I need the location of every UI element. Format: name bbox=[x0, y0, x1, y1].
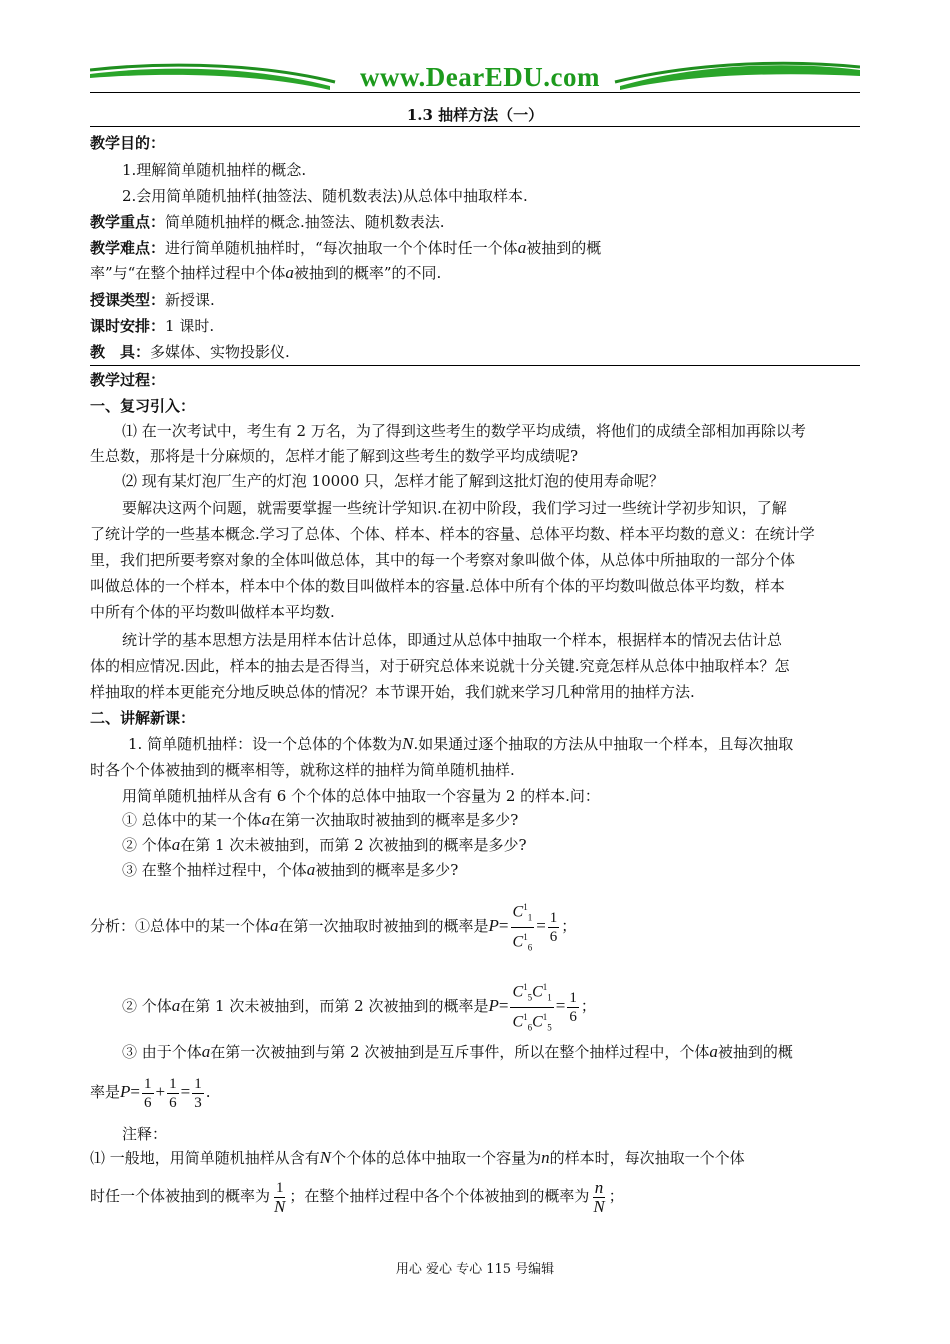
key-points-label: 教学重点： bbox=[90, 213, 166, 231]
paragraph-line: 叫做总体的一个样本，样本中个体的数目叫做样本的容量.总体中所有个体的平均数叫做总体平均数，样本 bbox=[90, 577, 785, 595]
paragraph-line: 了统计学的一些基本概念.学习了总体、个体、样本、样本的容量、总体平均数、样本平均数的意义：在统计学 bbox=[90, 525, 815, 543]
note-1: ⑴ 一般地，用简单随机抽样从含有N个个体的总体中抽取一个容量为n的样本时，每次抽取一个个体 bbox=[90, 1148, 745, 1167]
fraction: $\frac{1}{6}$ bbox=[144, 1075, 152, 1111]
notes-label: 注释： bbox=[122, 1125, 168, 1143]
section-rule bbox=[90, 365, 860, 366]
question-1: ⑴ 在一次考试中，考生有 2 万名，为了得到这些考生的数学平均成绩，将他们的成绩全部相加再除以考 bbox=[122, 422, 806, 440]
question-1-cont: 生总数，那将是十分麻烦的，怎样才能了解到这些考生的数学平均成绩呢? bbox=[90, 447, 579, 465]
paragraph-line: 要解决这两个问题，就需要掌握一些统计学知识.在初中阶段，我们学习过一些统计学初步知识，了解 bbox=[122, 499, 787, 517]
sub-question: ② 个体a在第 1 次未被抽到，而第 2 次被抽到的概率是多少? bbox=[122, 835, 527, 854]
definition: 1. 简单随机抽样：设一个总体的个体数为N.如果通过逐个抽取的方法从中抽取一个样本，且每次抽取 bbox=[128, 734, 794, 753]
difficulties-label: 教学难点： bbox=[90, 239, 166, 257]
objective-item: 1.理解简单随机抽样的概念. bbox=[122, 161, 307, 179]
section2-heading: 二、讲解新课： bbox=[90, 709, 196, 727]
paragraph-line: 里，我们把所要考察对象的全体叫做总体，其中的每一个考察对象叫做个体，从总体中所抽取的一部分个体 bbox=[90, 551, 796, 569]
title-rule bbox=[90, 126, 860, 127]
note-1-cont: 时任一个体被抽到的概率为 $\frac{1}{N}$ ；在整个抽样过程中各个个体被抽到的概率为 $\frac{n}{N}$ ； bbox=[90, 1177, 624, 1216]
schedule: 课时安排：1 课时. bbox=[90, 317, 215, 335]
fraction: $\frac{1}{3}$ bbox=[194, 1075, 202, 1111]
key-points-text: 简单随机抽样的概念.抽签法、随机数表法. bbox=[165, 213, 445, 231]
difficulties: 教学难点：进行简单随机抽样时，“每次抽取一个个体时任一个体a被抽到的概 bbox=[90, 238, 602, 257]
problem: 用简单随机抽样从含有 6 个个体的总体中抽取一个容量为 2 的样本.问： bbox=[122, 787, 600, 805]
key-points bbox=[90, 212, 860, 232]
probability-fraction: $\frac{C^1_5C^1_1}{C^1_6C^1_5}$ bbox=[510, 978, 553, 1036]
result-fraction: $\frac{1}{6}$ bbox=[569, 989, 577, 1025]
difficulties-cont: 率”与“在整个抽样过程中个体a被抽到的概率”的不同. bbox=[90, 263, 442, 282]
tools: 教 具：多媒体、实物投影仪. bbox=[90, 343, 290, 361]
analysis-3: ③ 由于个体a在第一次被抽到与第 2 次被抽到是互斥事件，所以在整个抽样过程中，个体a被抽到的概 bbox=[122, 1042, 793, 1061]
site-logo: www.DearEDU.com bbox=[360, 62, 600, 92]
sub-question: ① 总体中的某一个体a在第一次抽取时被抽到的概率是多少? bbox=[122, 810, 519, 829]
fraction: $\frac{1}{6}$ bbox=[169, 1075, 177, 1111]
objectives-label: 教学目的： bbox=[90, 134, 166, 152]
result-fraction: $\frac{1}{6}$ bbox=[549, 909, 558, 945]
objective-item: 2.会用简单随机抽样(抽签法、随机数表法)从总体中抽取样本. bbox=[122, 187, 528, 205]
paragraph-line: 样抽取的样本更能充分地反映总体的情况？本节课开始，我们就来学习几种常用的抽样方法. bbox=[90, 683, 695, 701]
paragraph-line: 体的相应情况.因此，样本的抽去是否得当，对于研究总体来说就十分关键.究竟怎样从总体中抽取样本？怎 bbox=[90, 657, 790, 675]
analysis-1: 分析：①总体中的某一个体a在第一次抽取时被抽到的概率是P= $\frac{C^1_1}{C^1_6}$ = $\frac{1}{6}$ ； bbox=[90, 898, 860, 956]
section1-heading: 一、复习引入： bbox=[90, 397, 196, 415]
header-rule bbox=[90, 92, 860, 93]
fraction: $\frac{1}{N}$ bbox=[274, 1179, 286, 1216]
paragraph-line: 中所有个体的平均数叫做样本平均数. bbox=[90, 603, 335, 621]
question-2: ⑵ 现有某灯泡厂生产的灯泡 10000 只，怎样才能了解到这批灯泡的使用寿命呢？ bbox=[122, 472, 665, 490]
page-title: 1.3 抽样方法（一） bbox=[406, 106, 544, 124]
analysis-2: ② 个体a在第 1 次未被抽到，而第 2 次被抽到的概率是P= $\frac{C^1_5C^1_1}{C^1_6C^1_5}$ = $\frac{1}{6}$ ； bbox=[122, 978, 860, 1036]
fraction: $\frac{n}{N}$ bbox=[593, 1177, 605, 1216]
analysis-3-cont: 率是P= $\frac{1}{6}$ + $\frac{1}{6}$ = $\frac{1}{3}$ . bbox=[90, 1075, 211, 1111]
definition-cont: 时各个个体被抽到的概率相等，就称这样的抽样为简单随机抽样. bbox=[90, 761, 515, 779]
sub-question: ③ 在整个抽样过程中，个体a被抽到的概率是多少? bbox=[122, 860, 459, 879]
process-label: 教学过程： bbox=[90, 371, 166, 389]
class-type: 授课类型：新授课. bbox=[90, 291, 215, 309]
probability-fraction: $\frac{C^1_1}{C^1_6}$ bbox=[511, 898, 535, 956]
page-footer: 用心 爱心 专心 115 号编辑 bbox=[395, 1262, 555, 1277]
paragraph-line: 统计学的基本思想方法是用样本估计总体，即通过从总体中抽取一个样本，根据样本的情况去估计总 bbox=[122, 631, 783, 649]
